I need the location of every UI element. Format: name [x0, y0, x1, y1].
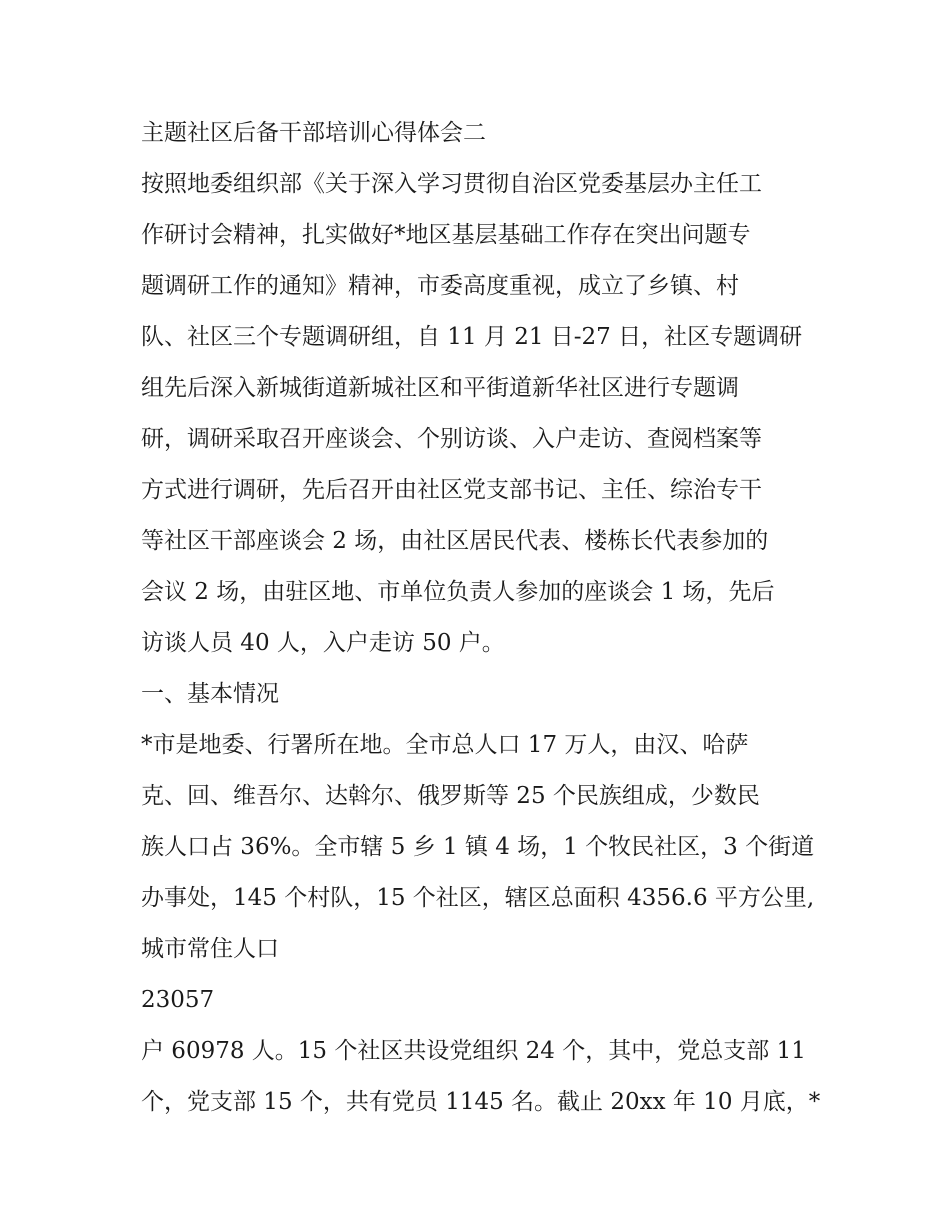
paragraph-1-line: 组先后深入新城街道新城社区和平街道新华社区进行专题调: [141, 375, 739, 401]
paragraph-1-line: 研，调研采取召开座谈会、个别访谈、入户走访、查阅档案等: [141, 426, 762, 452]
paragraph-2-line: 户 60978 人。15 个社区共设党组织 24 个，其中，党总支部 11: [141, 1038, 806, 1064]
paragraph-1-line: 队、社区三个专题调研组，自 11 月 21 日-27 日，社区专题调研: [141, 324, 803, 350]
paragraph-1-line: 访谈人员 40 人，入户走访 50 户。: [141, 630, 505, 656]
document-body: [141, 108, 821, 1128]
paragraph-2-line: 办事处，145 个村队，15 个社区，辖区总面积 4356.6 平方公里,: [141, 885, 815, 911]
section-heading: 一、基本情况: [141, 681, 279, 707]
paragraph-1-line: 题调研工作的通知》精神，市委高度重视，成立了乡镇、村: [141, 273, 739, 299]
paragraph-2-line: 克、回、维吾尔、达斡尔、俄罗斯等 25 个民族组成，少数民: [141, 783, 760, 809]
document-title: 主题社区后备干部培训心得体会二: [141, 120, 486, 146]
paragraph-1-line: 按照地委组织部《关于深入学习贯彻自治区党委基层办主任工: [141, 171, 762, 197]
paragraph-2-line: 23057: [141, 987, 215, 1013]
paragraph-1-line: 方式进行调研，先后召开由社区党支部书记、主任、综治专干: [141, 477, 762, 503]
paragraph-2-line: 个，党支部 15 个，共有党员 1145 名。截止 20xx 年 10 月底，*: [141, 1089, 821, 1115]
paragraph-1-line: 会议 2 场，由驻区地、市单位负责人参加的座谈会 1 场，先后: [141, 579, 775, 605]
paragraph-1-line: 等社区干部座谈会 2 场，由社区居民代表、楼栋长代表参加的: [141, 528, 769, 554]
paragraph-1-line: 作研讨会精神，扎实做好*地区基层基础工作存在突出问题专: [141, 222, 751, 248]
paragraph-2-line: *市是地委、行署所在地。全市总人口 17 万人，由汉、哈萨: [141, 732, 749, 758]
paragraph-2-line: 族人口占 36%。全市辖 5 乡 1 镇 4 场，1 个牧民社区，3 个街道: [141, 834, 815, 860]
paragraph-2-line: 城市常住人口: [141, 936, 279, 962]
